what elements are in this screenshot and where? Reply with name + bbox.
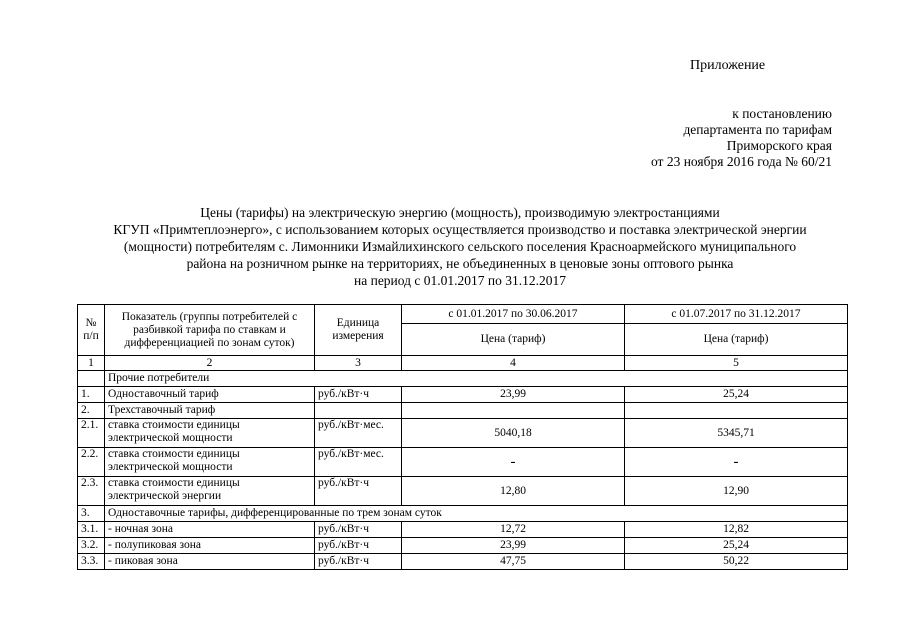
header-price-1: Цена (тариф) xyxy=(402,324,625,356)
appendix-label: Приложение xyxy=(690,58,766,73)
table-row xyxy=(78,538,848,554)
row-unit: руб./кВт·мес. xyxy=(315,448,402,477)
row-value-1: 23,99 xyxy=(402,387,625,403)
group-label: Прочие потребители xyxy=(105,371,848,387)
document-title xyxy=(60,204,860,289)
row-num: 2. xyxy=(78,403,105,419)
approval-line: департамента по тарифам xyxy=(683,122,832,137)
table-row xyxy=(78,506,848,522)
table-row xyxy=(78,387,848,403)
table-row xyxy=(78,419,848,448)
title-line: КГУП «Примтеплоэнерго», с использованием которых осуществляется производство и поставка электрической энергии xyxy=(113,222,807,237)
row-value-1: - xyxy=(402,448,625,477)
table-row xyxy=(78,522,848,538)
row-value-2 xyxy=(625,403,848,419)
approval-block xyxy=(532,106,832,170)
row-value-1: 47,75 xyxy=(402,554,625,570)
row-unit: руб./кВт·мес. xyxy=(315,419,402,448)
row-num: 2.2. xyxy=(78,448,105,477)
row-num: 1. xyxy=(78,387,105,403)
row-value-2: 5345,71 xyxy=(625,419,848,448)
title-line: (мощности) потребителям с. Лимонники Измайлихинского сельского поселения Красноармейского муниципального xyxy=(123,239,797,254)
row-value-2: 12,82 xyxy=(625,522,848,538)
row-name: - ночная зона xyxy=(105,522,315,538)
table-row xyxy=(78,371,848,387)
tariff-table xyxy=(77,304,848,570)
col-number: 3 xyxy=(315,356,402,371)
row-name: - пиковая зона xyxy=(105,554,315,570)
row-name: ставка стоимости единицы электрической мощности xyxy=(105,419,315,448)
col-number: 2 xyxy=(105,356,315,371)
header-period-1: с 01.01.2017 по 30.06.2017 xyxy=(402,305,625,324)
row-num: 3.1. xyxy=(78,522,105,538)
row-unit: руб./кВт·ч xyxy=(315,554,402,570)
row-unit: руб./кВт·ч xyxy=(315,538,402,554)
header-indicator: Показатель (группы потребителей с разбивкой тарифа по ставкам и дифференциацией по зонам суток) xyxy=(105,305,315,356)
col-number: 5 xyxy=(625,356,848,371)
row-value-2: 50,22 xyxy=(625,554,848,570)
table-row xyxy=(78,477,848,506)
row-name: Одноставочные тарифы, дифференцированные по трем зонам суток xyxy=(105,506,848,522)
header-price-2: Цена (тариф) xyxy=(625,324,848,356)
col-number: 1 xyxy=(78,356,105,371)
row-name: - полупиковая зона xyxy=(105,538,315,554)
header-num: № п/п xyxy=(78,305,105,356)
table-row xyxy=(78,554,848,570)
row-value-2: 25,24 xyxy=(625,387,848,403)
row-unit xyxy=(315,403,402,419)
approval-line: от 23 ноября 2016 года № 60/21 xyxy=(650,154,832,169)
table-row xyxy=(78,403,848,419)
row-value-1: 12,80 xyxy=(402,477,625,506)
row-num: 2.1. xyxy=(78,419,105,448)
row-num: 3.3. xyxy=(78,554,105,570)
row-num: 3. xyxy=(78,506,105,522)
row-unit: руб./кВт·ч xyxy=(315,477,402,506)
title-line: на период с 01.01.2017 по 31.12.2017 xyxy=(354,273,566,288)
row-value-1: 23,99 xyxy=(402,538,625,554)
row-name: Трехставочный тариф xyxy=(105,403,315,419)
row-num: 2.3. xyxy=(78,477,105,506)
row-num: 3.2. xyxy=(78,538,105,554)
title-line: района на розничном рынке на территориях, не объединенных в ценовые зоны оптового рынка xyxy=(186,256,734,271)
row-unit: руб./кВт·ч xyxy=(315,522,402,538)
row-value-2: - xyxy=(625,448,848,477)
header-unit: Единица измерения xyxy=(315,305,402,356)
approval-line: к постановлению xyxy=(732,106,832,121)
table-row xyxy=(78,448,848,477)
row-value-2: 25,24 xyxy=(625,538,848,554)
header-period-2: с 01.07.2017 по 31.12.2017 xyxy=(625,305,848,324)
row-name: ставка стоимости единицы электрической энергии xyxy=(105,477,315,506)
row-value-2: 12,90 xyxy=(625,477,848,506)
row-name: ставка стоимости единицы электрической мощности xyxy=(105,448,315,477)
row-unit: руб./кВт·ч xyxy=(315,387,402,403)
row-value-1: 12,72 xyxy=(402,522,625,538)
row-value-1: 5040,18 xyxy=(402,419,625,448)
approval-line: Приморского края xyxy=(726,138,832,153)
title-line: Цены (тарифы) на электрическую энергию (мощность), производимую электростанциями xyxy=(200,205,720,220)
col-number: 4 xyxy=(402,356,625,371)
row-name: Одноставочный тариф xyxy=(105,387,315,403)
row-value-1 xyxy=(402,403,625,419)
